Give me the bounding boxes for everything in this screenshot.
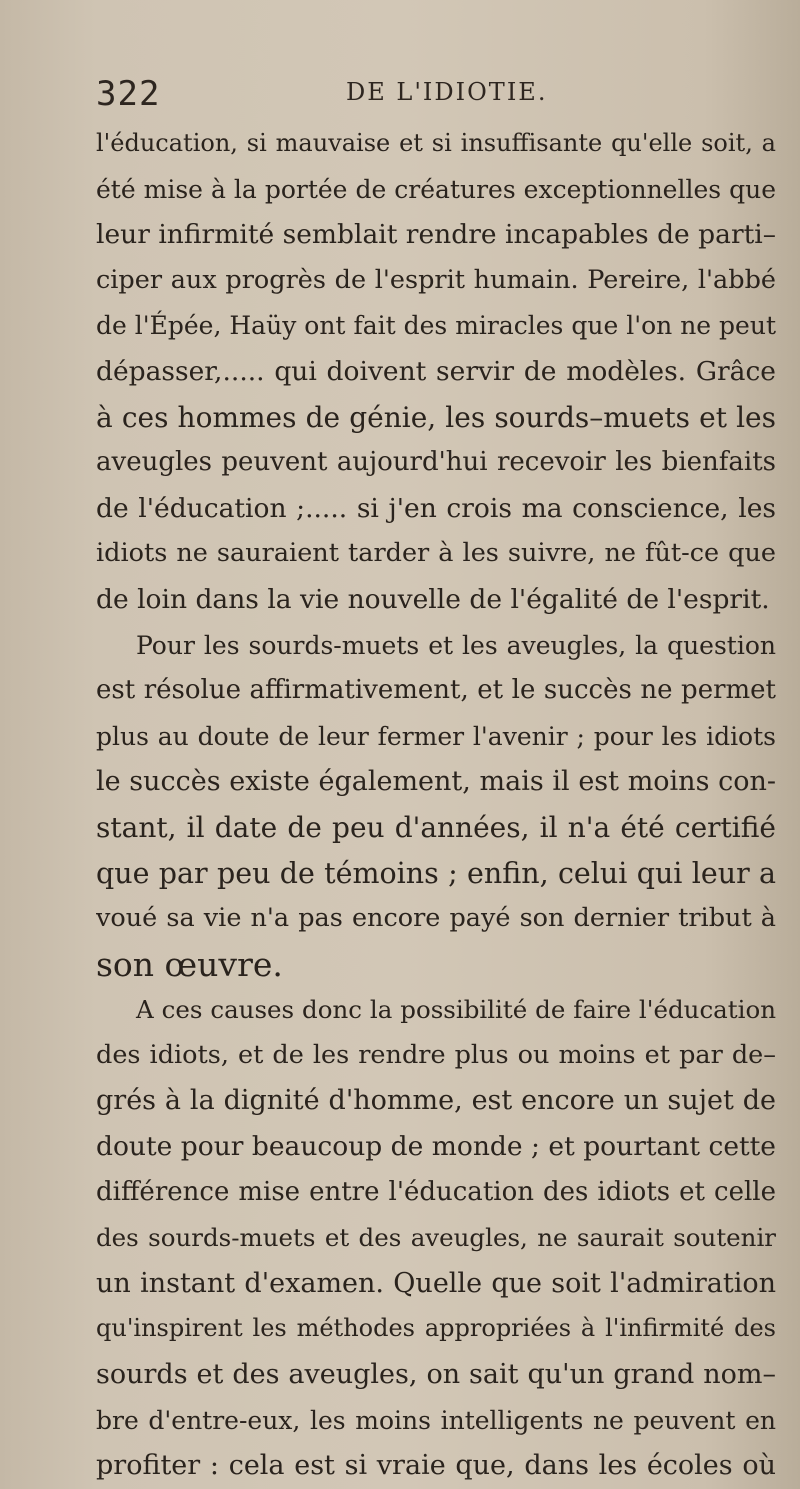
text-line: voué sa vie n'a pas encore payé son dernier tribut à [96, 903, 776, 934]
text-line: Pour les sourds-muets et les aveugles, la question [136, 630, 776, 660]
text-line: de l'éducation ;..... si j'en crois ma conscience, les [96, 492, 776, 524]
text-line: différence mise entre l'éducation des idiots et celle [96, 1176, 776, 1207]
text-line: aveugles peuvent aujourd'hui recevoir les bienfaits [96, 447, 776, 478]
text-line: ciper aux progrès de l'esprit humain. Pereire, l'abbé [96, 264, 776, 295]
text-line: des idiots, et de les rendre plus ou moins et par de– [96, 1039, 776, 1070]
text-line: à ces hommes de génie, les sourds–muets et les [96, 400, 776, 434]
text-line: A ces causes donc la possibilité de faire l'éducation [136, 995, 776, 1025]
text-line: idiots ne sauraient tarder à les suivre, ne fût-ce que [96, 538, 776, 569]
running-head [96, 74, 756, 120]
text-line: dépasser,..... qui doivent servir de modèles. Grâce [96, 355, 776, 387]
text-line: stant, il date de peu d'années, il n'a été certifié [96, 810, 776, 844]
text-line: un instant d'examen. Quelle que soit l'admiration [96, 1267, 776, 1299]
text-line: profiter : cela est si vraie que, dans les écoles où [96, 1450, 776, 1482]
text-line: été mise à la portée de créatures exceptionnelles que [96, 174, 776, 204]
page-number: 322 [96, 74, 161, 114]
text-line: des sourds-muets et des aveugles, ne saurait soutenir [96, 1223, 776, 1253]
text-line: qu'inspirent les méthodes appropriées à l'infirmité des [96, 1314, 776, 1343]
body-text [96, 121, 776, 1489]
text-line: son œuvre. [96, 944, 283, 984]
text-line: bre d'entre-eux, les moins intelligents ne peuvent en [96, 1405, 776, 1435]
text-line: que par peu de témoins ; enfin, celui qui leur a [96, 856, 776, 890]
text-line: sourds et des aveugles, on sait qu'un grand nom– [96, 1359, 776, 1391]
text-line: de loin dans la vie nouvelle de l'égalité de l'esprit. [96, 583, 770, 615]
text-line: est résolue affirmativement, et le succès ne permet [96, 675, 776, 706]
text-line: doute pour beaucoup de monde ; et pourtant cette [96, 1131, 776, 1163]
text-line: grés à la dignité d'homme, est encore un sujet de [96, 1085, 776, 1117]
text-line: de l'Épée, Haüy ont fait des miracles que l'on ne peut [96, 311, 776, 341]
running-title: DE L'IDIOTIE. [346, 78, 548, 106]
text-line: leur infirmité semblait rendre incapables de parti– [96, 219, 776, 251]
text-line: l'éducation, si mauvaise et si insuffisante qu'elle soit, a [96, 129, 776, 157]
text-line: plus au doute de leur fermer l'avenir ; pour les idiots [96, 721, 776, 751]
text-line: le succès existe également, mais il est moins con- [96, 766, 776, 798]
